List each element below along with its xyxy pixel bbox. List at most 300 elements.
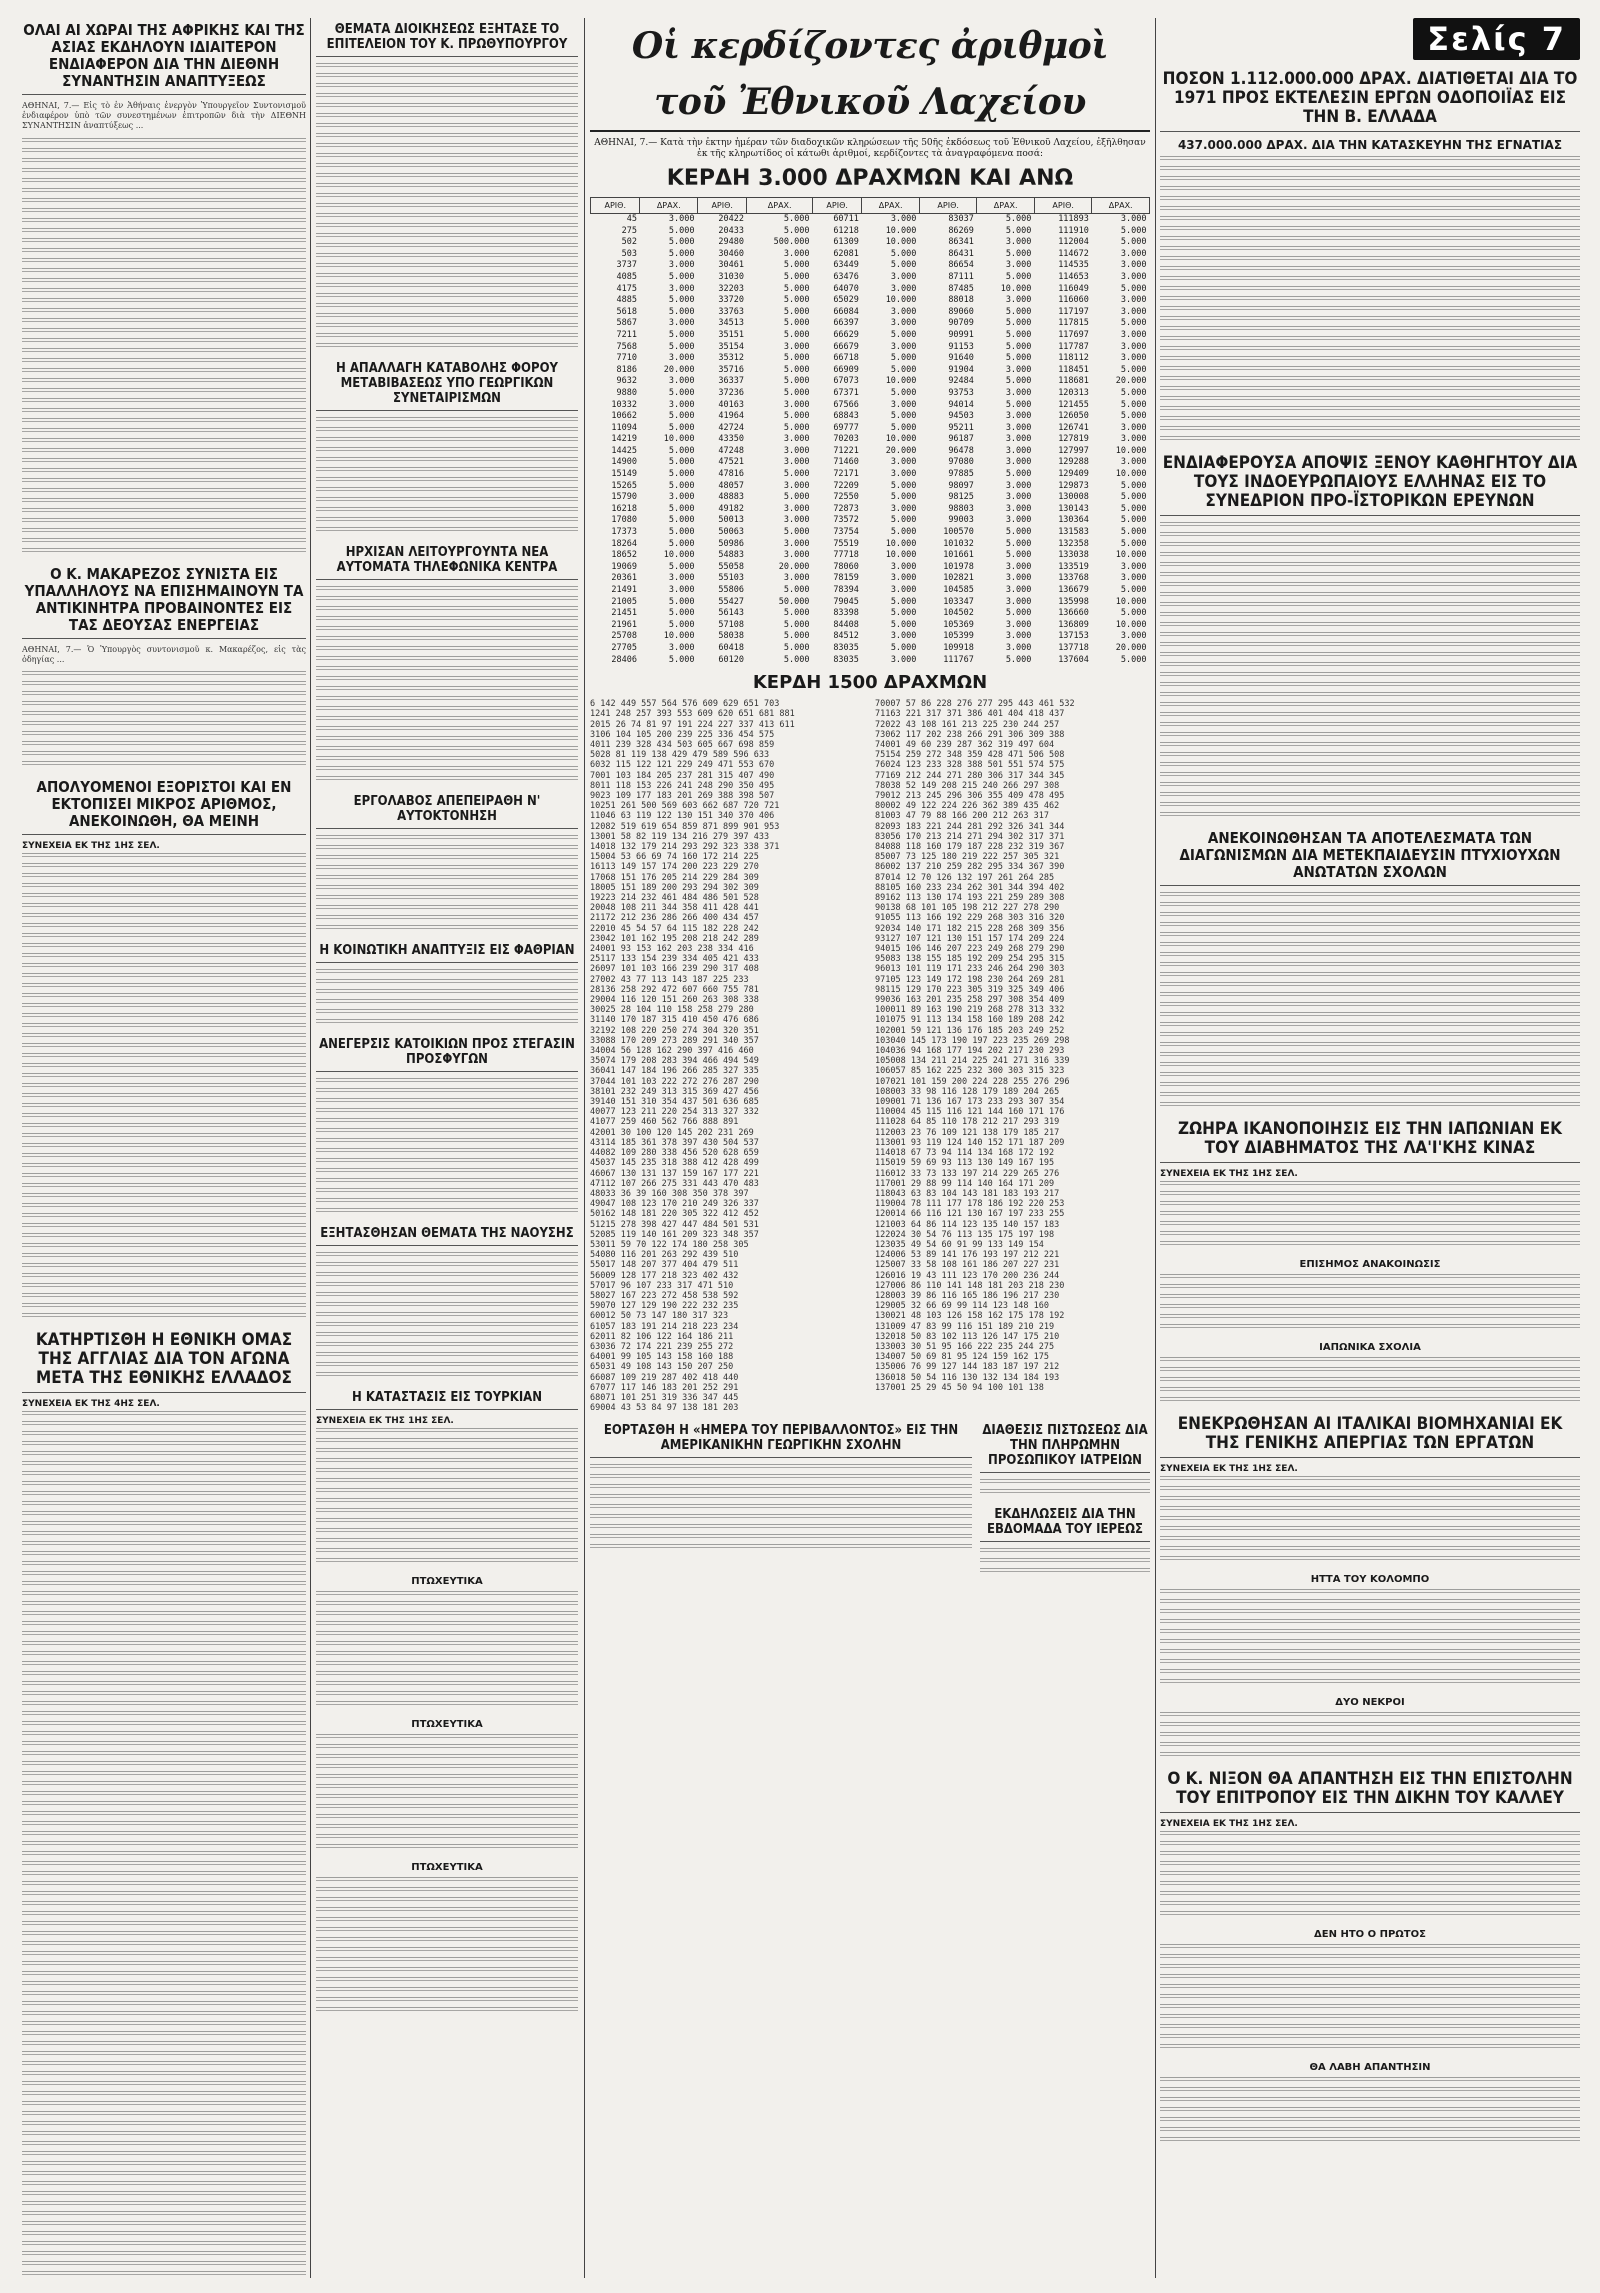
ticket-number-cell: 96478 [948,445,974,456]
table-row [591,307,1150,319]
table-row [591,411,1150,423]
number-line: 103040 145 173 190 197 223 235 269 298 [875,1035,1070,1046]
prize-amount-cell: 5.000 [783,318,810,329]
prize-amount-cell: 3.000 [1120,329,1147,340]
heading-1500: ΚΕΡΔΗ 1500 ΔΡΑΧΜΩΝ [752,672,988,694]
headline-professor: ΕΝΔΙΑΦΕΡΟΥΣΑ ΑΠΟΨΙΣ ΞΕΝΟΥ ΚΑΘΗΓΗΤΟΥ ΔΙΑ ΤΟΥΣ ΙΝΔΟΕΥΡΩΠΑΙΟΥΣ ΕΛΛΗΝΑΣ ΕΙΣ ΤΟ ΣΥΝΕΔΡΙΟΝ ΠΡΟ-ΪΣΤΟΡΙΚΩΝ ΕΡΕΥΝΩΝ [1160,454,1580,516]
number-line: 99036 163 201 235 258 297 308 354 409 [875,995,1065,1006]
prize-amount-cell: 3.000 [1005,573,1032,584]
table-row [591,330,1150,342]
table-row [591,550,1150,562]
prize-amount-cell: 5.000 [890,364,917,375]
prize-amount-cell: 5.000 [668,271,695,282]
prize-amount-cell: 3.000 [668,283,695,294]
table-row [591,585,1150,597]
prize-amount-cell: 5.000 [1005,318,1032,329]
table-row [591,423,1150,435]
ticket-number-cell: 45 [626,214,637,224]
subhead-not-first: ΔΕΝ ΗΤΟ Ο ΠΡΩΤΟΣ [1314,1929,1426,1940]
prize-amount-cell: 20.000 [663,364,695,375]
prize-amount-cell: 5.000 [668,445,695,456]
prize-amount-cell: 5.000 [783,214,810,224]
number-line: 8011 118 153 226 241 248 290 350 495 [590,780,775,791]
number-line: 41077 259 460 562 766 888 891 [590,1117,739,1128]
prize-amount-cell: 3.000 [890,631,917,642]
number-line: 86002 137 210 259 282 295 334 367 390 [875,862,1065,873]
prize-amount-cell: 3.000 [783,399,810,410]
ticket-number-cell: 15790 [611,492,637,503]
ticket-number-cell: 32203 [718,283,744,294]
ticket-number-cell: 18652 [611,550,637,561]
prize-amount-cell: 5.000 [890,492,917,503]
number-line: 7001 103 184 205 237 281 315 407 490 [590,770,775,781]
table-row [591,284,1150,296]
article-body-lines [316,63,578,353]
number-line: 112003 23 76 109 121 138 179 185 217 [875,1127,1060,1138]
prize-amount-cell: 20.000 [778,561,810,572]
prize-amount-cell: 3.000 [890,399,917,410]
prize-amount-cell: 5.000 [890,422,917,433]
number-line: 76024 123 233 328 388 501 551 574 575 [875,760,1065,771]
prize-amount-cell: 5.000 [783,619,810,630]
ticket-number-cell: 100570 [943,527,974,538]
ticket-number-cell: 91640 [948,353,974,364]
number-line: 65031 49 108 143 150 207 250 [590,1362,734,1373]
prize-amount-cell: 3.000 [783,515,810,526]
prize-amount-cell: 5.000 [1005,399,1032,410]
number-line: 23042 101 162 195 208 218 242 289 [590,933,759,944]
prize-amount-cell: 5.000 [890,387,917,398]
col-header-drachmas: ΔΡΑΧ. [1092,198,1150,214]
prize-amount-cell: 3.000 [783,445,810,456]
ticket-number-cell: 137153 [1058,631,1089,642]
table-row [591,562,1150,574]
number-line: 107021 101 159 200 224 228 255 276 296 [875,1076,1070,1087]
subhead-official: ΕΠΙΣΗΜΟΣ ΑΝΑΚΟΙΝΩΣΙΣ [1299,1259,1441,1270]
number-line: 19223 214 232 461 484 486 501 528 [590,893,759,904]
ticket-number-cell: 28406 [611,654,637,665]
prize-amount-cell: 3.000 [890,573,917,584]
prize-amount-cell: 5.000 [668,387,695,398]
ticket-number-cell: 58038 [718,631,744,642]
headline-telephone: ΗΡΧΙΣΑΝ ΛΕΙΤΟΥΡΓΟΥΝΤΑ ΝΕΑ ΑΥΤΟΜΑΤΑ ΤΗΛΕΦΩΝΙΚΑ ΚΕΝΤΡΑ [316,545,578,580]
ticket-number-cell: 88018 [948,295,974,306]
headline-japan-china: ΖΩΗΡΑ ΙΚΑΝΟΠΟΙΗΣΙΣ ΕΙΣ ΤΗΝ ΙΑΠΩΝΙΑΝ ΕΚ ΤΟΥ ΔΙΑΒΗΜΑΤΟΣ ΤΗΣ ΛΑ'Ι'ΚΗΣ ΚΙΝΑΣ [1160,1120,1580,1163]
number-line: 17068 151 176 205 214 229 284 309 [590,872,759,883]
table-row [591,295,1150,307]
ticket-number-cell: 73572 [833,515,859,526]
headline-priest-week: ΕΚΔΗΛΩΣΕΙΣ ΔΙΑ ΤΗΝ ΕΒΔΟΜΑΔΑ ΤΟΥ ΙΕΡΕΩΣ [980,1507,1150,1542]
prize-amount-cell: 3.000 [890,271,917,282]
article-body-lines [1160,1589,1580,1689]
continuation-label: ΣΥΝΕΧΕΙΑ ΕΚ ΤΗΣ 1ΗΣ ΣΕΛ. [1160,1464,1298,1474]
prize-amount-cell: 5.000 [783,608,810,619]
ticket-number-cell: 116060 [1058,295,1089,306]
ticket-number-cell: 72550 [833,492,859,503]
number-line: 51215 278 398 427 447 484 501 531 [590,1219,759,1230]
article-body-lines [1160,1944,1580,2054]
ticket-number-cell: 99003 [948,515,974,526]
ticket-number-cell: 97080 [948,457,974,468]
prize-amount-cell: 5.000 [668,527,695,538]
numbers-list-left [590,699,865,1413]
number-line: 62011 82 106 122 164 186 211 [590,1331,734,1342]
column-rule [1155,18,1156,2278]
number-line: 81003 47 79 88 166 200 212 263 317 [875,811,1049,822]
number-line: 123035 49 54 60 91 99 133 149 154 [875,1239,1044,1250]
prize-amount-cell: 5.000 [783,295,810,306]
ticket-number-cell: 65029 [833,295,859,306]
article-body-lines [590,1464,972,1554]
ticket-number-cell: 130364 [1058,515,1089,526]
prize-amount-cell: 5.000 [890,596,917,607]
prize-amount-cell: 5.000 [890,608,917,619]
number-line: 44082 109 280 338 456 520 628 659 [590,1148,759,1159]
ticket-number-cell: 133038 [1058,550,1089,561]
ticket-number-cell: 130008 [1058,492,1089,503]
prize-amount-cell: 5.000 [1005,527,1032,538]
prize-amount-cell: 5.000 [890,260,917,271]
table-row [591,631,1150,643]
prize-amount-cell: 5.000 [783,283,810,294]
prize-amount-cell: 5.000 [1120,411,1147,422]
number-line: 54080 116 201 263 292 439 510 [590,1250,739,1261]
ticket-number-cell: 30460 [718,248,744,259]
ticket-number-cell: 90991 [948,329,974,340]
ticket-number-cell: 60418 [718,642,744,653]
table-row [591,469,1150,481]
article-body-lines [22,671,306,771]
ticket-number-cell: 75519 [833,538,859,549]
table-row [591,318,1150,330]
prize-amount-cell: 3.000 [1120,248,1147,259]
number-line: 55017 148 207 377 404 479 511 [590,1260,739,1271]
prize-amount-cell: 5.000 [890,411,917,422]
ticket-number-cell: 126050 [1058,411,1089,422]
ticket-number-cell: 118112 [1058,353,1089,364]
number-line: 6 142 449 557 564 576 609 629 651 703 [590,699,780,710]
prize-amount-cell: 3.000 [1005,596,1032,607]
ticket-number-cell: 133768 [1058,573,1089,584]
ticket-number-cell: 116049 [1058,283,1089,294]
table-row [591,365,1150,377]
prize-amount-cell: 5.000 [783,353,810,364]
ticket-number-cell: 3737 [616,260,637,271]
ticket-number-cell: 135998 [1058,596,1089,607]
prize-amount-cell: 3.000 [890,585,917,595]
number-line: 30025 28 104 110 158 258 279 280 [590,1005,754,1016]
prize-amount-cell: 5.000 [1120,503,1147,514]
ticket-number-cell: 7710 [616,353,637,364]
ticket-number-cell: 67073 [833,376,859,387]
continuation-label: ΣΥΝΕΧΕΙΑ ΕΚ ΤΗΣ 1ΗΣ ΣΕΛ. [316,1416,454,1426]
number-line: 1241 248 257 393 553 609 620 651 681 881 [590,709,795,720]
headline-administration: ΘΕΜΑΤΑ ΔΙΟΙΚΗΣΕΩΣ ΕΞΗΤΑΣΕ ΤΟ ΕΠΙΤΕΛΕΙΟΝ ΤΟΥ Κ. ΠΡΩΘΥΠΟΥΡΓΟΥ [316,22,578,57]
number-line: 116012 33 73 133 197 214 229 265 276 [875,1168,1060,1179]
ticket-number-cell: 35312 [718,353,744,364]
prize-amount-cell: 5.000 [1120,225,1147,236]
prize-amount-cell: 5.000 [668,608,695,619]
number-line: 18005 151 189 200 293 294 302 309 [590,882,759,893]
headline-exiles: ΑΠΟΛΥΟΜΕΝΟΙ ΕΞΟΡΙΣΤΟΙ ΚΑΙ ΕΝ ΕΚΤΟΠΙΣΕΙ ΜΙΚΡΟΣ ΑΡΙΘΜΟΣ, ΑΝΕΚΟΙΝΩΘΗ, ΘΑ ΜΕΙΝΗ [22,779,306,835]
ticket-number-cell: 120313 [1058,387,1089,398]
table-row [591,597,1150,609]
headline-italian-strike: ΕΝΕΚΡΩΘΗΣΑΝ ΑΙ ΙΤΑΛΙΚΑΙ ΒΙΟΜΗΧΑΝΙΑΙ ΕΚ ΤΗΣ ΓΕΝΙΚΗΣ ΑΠΕΡΓΙΑΣ ΤΩΝ ΕΡΓΑΤΩΝ [1160,1415,1580,1458]
ticket-number-cell: 4885 [616,295,637,306]
ticket-number-cell: 77718 [833,550,859,561]
number-line: 133003 30 51 95 166 222 235 244 275 [875,1341,1055,1352]
number-line: 89162 113 130 174 193 221 259 289 308 [875,893,1065,904]
ticket-number-cell: 48057 [718,480,744,491]
ticket-number-cell: 104585 [943,585,974,595]
ticket-number-cell: 63449 [833,260,859,271]
prize-amount-cell: 5.000 [1005,341,1032,352]
ticket-number-cell: 7211 [616,329,637,340]
number-line: 38101 232 249 313 315 369 427 456 [590,1086,759,1097]
ticket-number-cell: 15149 [611,469,637,480]
number-line: 67077 117 146 183 201 252 291 [590,1382,739,1393]
prize-amount-cell: 3.000 [668,260,695,271]
prize-amount-cell: 5.000 [783,376,810,387]
number-line: 32192 108 220 250 274 304 320 351 [590,1025,759,1036]
subhead-bankruptcy: ΠΤΩΧΕΥΤΙΚΑ [411,1719,483,1730]
number-line: 71163 221 317 371 386 401 404 418 437 [875,709,1065,720]
number-line: 69004 43 53 84 97 138 181 203 [590,1403,739,1414]
number-line: 12082 519 619 654 859 871 899 901 953 [590,821,780,832]
ticket-number-cell: 18264 [611,538,637,549]
prize-amount-cell: 3.000 [783,341,810,352]
col-header-drachmas: ΔΡΑΧ. [977,198,1035,214]
table-row [591,655,1150,667]
prize-amount-cell: 20.000 [885,445,917,456]
number-line: 122024 30 54 76 113 135 175 197 198 [875,1229,1055,1240]
table-row [591,620,1150,632]
prize-amount-cell: 5.000 [1120,515,1147,526]
prize-amount-cell: 5.000 [890,248,917,259]
article-body-lines [316,1428,578,1568]
prize-amount-cell: 5.000 [1005,329,1032,340]
ticket-number-cell: 94503 [948,411,974,422]
prize-amount-cell: 10.000 [885,376,917,387]
article-body-lines [316,969,578,1029]
prize-amount-cell: 10.000 [1115,550,1147,561]
number-line: 124006 53 89 141 176 193 197 212 221 [875,1250,1060,1261]
ticket-number-cell: 111893 [1058,214,1089,224]
ticket-number-cell: 105399 [943,631,974,642]
lottery-bottom-articles [590,1419,1150,1586]
ticket-number-cell: 92484 [948,376,974,387]
number-line: 13001 58 82 119 134 216 279 397 433 [590,831,770,842]
ticket-number-cell: 109918 [943,642,974,653]
prize-amount-cell: 3.000 [783,503,810,514]
prize-amount-cell: 3.000 [1120,573,1147,584]
ticket-number-cell: 42724 [718,422,744,433]
prize-amount-cell: 3.000 [1005,642,1032,653]
prize-amount-cell: 5.000 [890,619,917,630]
article-body-lines [316,1078,578,1218]
prize-amount-cell: 5.000 [1120,608,1147,619]
prize-amount-cell: 5.000 [890,515,917,526]
ticket-number-cell: 86341 [948,237,974,248]
number-line: 16113 149 157 174 200 223 229 270 [590,862,759,873]
ticket-number-cell: 20361 [611,573,637,584]
ticket-number-cell: 112004 [1058,237,1089,248]
prize-amount-cell: 5.000 [783,654,810,665]
number-line: 11046 63 119 122 130 151 340 370 406 [590,811,775,822]
ticket-number-cell: 117697 [1058,329,1089,340]
prize-amount-cell: 10.000 [885,434,917,445]
number-line: 102001 59 121 136 176 185 203 249 252 [875,1025,1065,1036]
prize-amount-cell: 5.000 [890,642,917,653]
ticket-number-cell: 60711 [833,214,859,224]
prize-amount-cell: 5.000 [668,480,695,491]
column-1 [22,18,306,2278]
ticket-number-cell: 10332 [611,399,637,410]
ticket-number-cell: 87111 [948,271,974,282]
prize-amount-cell: 3.000 [1120,341,1147,352]
number-line: 26097 101 103 166 239 290 317 408 [590,964,759,975]
ticket-number-cell: 68843 [833,411,859,422]
table-row [591,539,1150,551]
ticket-number-cell: 21451 [611,608,637,619]
prize-amount-cell: 5.000 [1005,654,1032,665]
ticket-number-cell: 133519 [1058,561,1089,572]
ticket-number-cell: 132358 [1058,538,1089,549]
article-body-lines [1160,156,1580,446]
col-header-drachmas: ΔΡΑΧ. [862,198,920,214]
ticket-number-cell: 127997 [1058,445,1089,456]
ticket-number-cell: 117787 [1058,341,1089,352]
number-line: 92034 140 171 182 215 228 268 309 356 [875,923,1065,934]
number-line: 79012 213 245 296 306 355 409 478 495 [875,790,1065,801]
prize-amount-cell: 3.000 [1120,295,1147,306]
col-header-number: ΑΡΙΘ. [591,198,640,214]
number-line: 43114 185 361 378 397 430 504 537 [590,1137,759,1148]
prize-amount-cell: 5.000 [1120,585,1147,595]
table-row [591,214,1150,226]
prize-amount-cell: 3.000 [1005,631,1032,642]
ticket-number-cell: 131583 [1058,527,1089,538]
prize-amount-cell: 3.000 [668,214,695,224]
table-row [591,573,1150,585]
ticket-number-cell: 9632 [616,376,637,387]
prize-amount-cell: 5.000 [1005,608,1032,619]
article-body-lines [316,417,578,537]
article-body-lines [316,1734,578,1854]
prize-amount-cell: 5.000 [668,596,695,607]
number-line: 80002 49 122 224 226 362 389 435 462 [875,801,1060,812]
table-row [591,249,1150,261]
col-header-number: ΑΡΙΘ. [919,198,977,214]
prize-amount-cell: 3.000 [1005,260,1032,271]
prize-amount-cell: 3.000 [668,318,695,329]
lottery-section [590,18,1150,2278]
number-line: 46067 130 131 137 159 167 177 221 [590,1168,759,1179]
ticket-number-cell: 33720 [718,295,744,306]
number-line: 25117 133 154 239 334 405 421 433 [590,954,759,965]
ticket-number-cell: 95211 [948,422,974,433]
ticket-number-cell: 126741 [1058,422,1089,433]
ticket-number-cell: 17080 [611,515,637,526]
ticket-number-cell: 61309 [833,237,859,248]
number-line: 22010 45 54 57 64 115 182 228 242 [590,923,759,934]
prize-amount-cell: 5.000 [668,469,695,480]
prize-amount-cell: 3.000 [783,573,810,584]
prize-amount-cell: 5.000 [783,585,810,595]
number-line: 128003 39 86 116 165 186 196 217 230 [875,1290,1060,1301]
prize-amount-cell: 10.000 [663,434,695,445]
ticket-number-cell: 15265 [611,480,637,491]
ticket-number-cell: 31030 [718,271,744,282]
ticket-number-cell: 50986 [718,538,744,549]
number-line: 74001 49 60 239 287 362 319 497 604 [875,739,1055,750]
number-line: 58027 167 223 272 458 538 592 [590,1290,739,1301]
ticket-number-cell: 67566 [833,399,859,410]
number-line: 104036 94 168 177 194 202 217 230 293 [875,1046,1065,1057]
ticket-number-cell: 66909 [833,364,859,375]
ticket-number-cell: 20433 [718,225,744,236]
ticket-number-cell: 25708 [611,631,637,642]
prize-amount-cell: 5.000 [890,527,917,538]
prize-amount-cell: 5.000 [1120,492,1147,503]
article-body-lines [1160,1357,1580,1407]
table-row [591,608,1150,620]
article-body-lines [1160,1181,1580,1251]
headline-competitions: ΑΝΕΚΟΙΝΩΘΗΣΑΝ ΤΑ ΑΠΟΤΕΛΕΣΜΑΤΑ ΤΩΝ ΔΙΑΓΩΝΙΣΜΩΝ ΔΙΑ ΜΕΤΕΚΠΑΙΔΕΥΣΙΝ ΠΤΥΧΙΟΥΧΩΝ ΑΝΩΤΑΤΩΝ ΣΧΟΛΩΝ [1160,830,1580,886]
prize-amount-cell: 3.000 [1005,457,1032,468]
ticket-number-cell: 49182 [718,503,744,514]
prize-amount-cell: 3.000 [783,480,810,491]
ticket-number-cell: 103347 [943,596,974,607]
ticket-number-cell: 72209 [833,480,859,491]
ticket-number-cell: 98803 [948,503,974,514]
prize-amount-cell: 3.000 [668,585,695,595]
prize-amount-cell: 5.000 [783,271,810,282]
ticket-number-cell: 47248 [718,445,744,456]
number-line: 56009 128 177 218 323 402 432 [590,1270,739,1281]
ticket-number-cell: 121455 [1058,399,1089,410]
number-line: 121003 64 86 114 123 135 140 157 183 [875,1219,1060,1230]
prize-amount-cell: 5.000 [668,619,695,630]
number-line: 4011 239 328 434 503 605 667 698 859 [590,739,775,750]
table-row [591,376,1150,388]
prize-amount-cell: 500.000 [773,237,810,248]
headline-environment-day: ΕΟΡΤΑΣΘΗ Η «ΗΜΕΡΑ ΤΟΥ ΠΕΡΙΒΑΛΛΟΝΤΟΣ» ΕΙΣ ΤΗΝ ΑΜΕΡΙΚΑΝΙΚΗΝ ΓΕΩΡΓΙΚΗΝ ΣΧΟΛΗΝ [590,1423,972,1458]
heading-3000: ΚΕΡΔΗ 3.000 ΔΡΑΧΜΩΝ ΚΑΙ ΑΝΩ [666,166,1074,191]
ticket-number-cell: 41964 [718,411,744,422]
prize-amount-cell: 5.000 [668,248,695,259]
headline-makarezos: Ο Κ. ΜΑΚΑΡΕΖΟΣ ΣΥΝΙΣΤΑ ΕΙΣ ΥΠΑΛΛΗΛΟΥΣ ΝΑ ΕΠΙΣΗΜΑΙΝΟΥΝ ΤΑ ΑΝΤΙΚΙΝΗΤΡΑ ΠΡΟΒΑΙΝΟΝΤΕΣ ΕΙΣ ΤΑΣ ΔΕΟΥΣΑΣ ΕΝΕΡΓΕΙΑΣ [22,566,306,639]
prize-amount-cell: 5.000 [1120,399,1147,410]
number-line: 33088 170 209 273 289 291 340 357 [590,1035,759,1046]
ticket-number-cell: 114653 [1058,271,1089,282]
numbers-list-right [875,699,1150,1413]
number-line: 126016 19 43 111 123 170 200 236 244 [875,1270,1060,1281]
ticket-number-cell: 84512 [833,631,859,642]
ticket-number-cell: 105369 [943,619,974,630]
prize-amount-cell: 3.000 [1005,422,1032,433]
number-line: 42001 30 100 120 145 202 231 269 [590,1127,754,1138]
number-line: 101075 91 113 134 158 160 189 208 242 [875,1015,1065,1026]
number-line: 135006 76 99 127 144 183 187 197 212 [875,1362,1060,1373]
prize-amount-cell: 5.000 [1120,283,1147,294]
ticket-number-cell: 66718 [833,353,859,364]
prize-amount-cell: 3.000 [1005,295,1032,306]
prize-amount-cell: 3.000 [890,341,917,352]
ticket-number-cell: 35151 [718,329,744,340]
subhead-reply: ΘΑ ΛΑΒΗ ΑΠΑΝΤΗΣΙΝ [1309,2062,1431,2073]
ticket-number-cell: 55058 [718,561,744,572]
